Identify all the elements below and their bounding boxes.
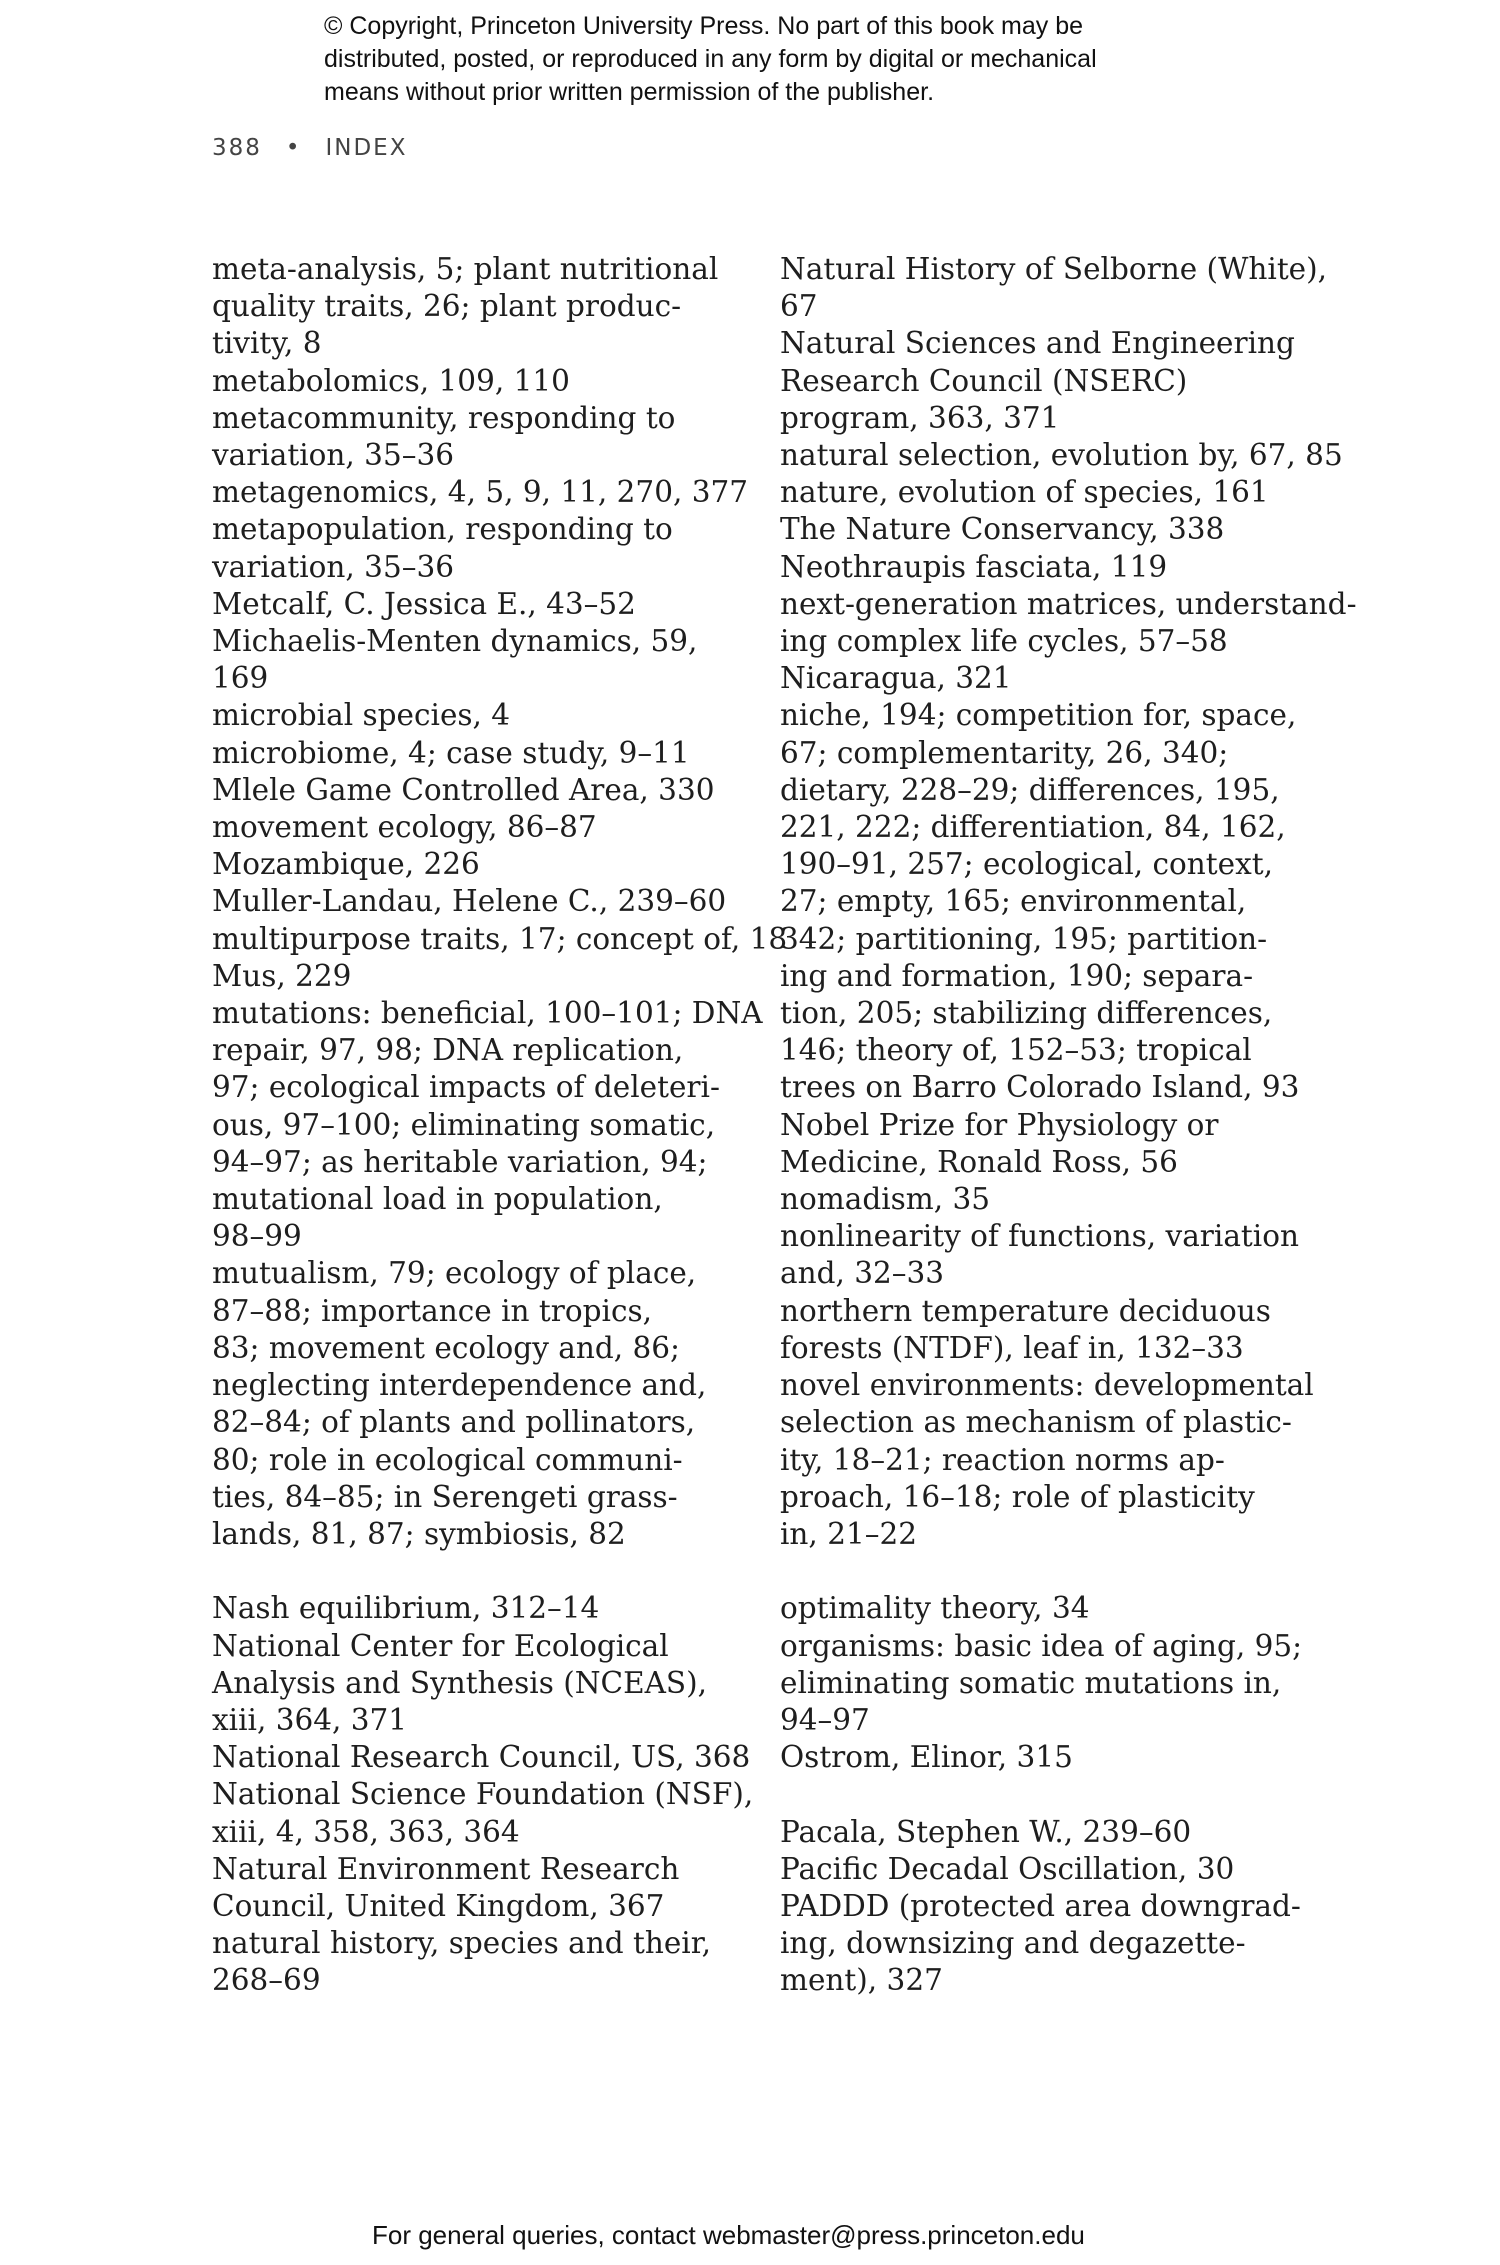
index-entry xyxy=(212,363,812,400)
index-entry-line: 169 xyxy=(212,661,269,696)
index-entry-line: Natural Environment Research xyxy=(212,1851,680,1886)
index-entry xyxy=(780,251,1380,325)
copyright-line: means without prior written permission of the publisher. xyxy=(324,78,935,106)
index-entry xyxy=(212,1925,812,1999)
index-entry xyxy=(212,772,812,809)
index-entry xyxy=(780,325,1380,437)
index-entry-line: Muller-Landau, Helene C., 239–60 xyxy=(212,884,727,919)
index-entry-line: 97; ecological impacts of deleteri- xyxy=(212,1070,720,1105)
index-entry xyxy=(780,511,1380,548)
index-entry-line: 94–97; as heritable variation, 94; xyxy=(212,1144,708,1179)
index-entry-line: 67 xyxy=(780,289,818,324)
index-entry-line: proach, 16–18; role of plasticity xyxy=(780,1479,1255,1514)
index-entry xyxy=(780,1888,1380,2000)
index-entry xyxy=(212,697,812,734)
index-entry xyxy=(780,1851,1380,1888)
index-entry-line: Ostrom, Elinor, 315 xyxy=(780,1740,1073,1775)
index-entry-line: 87–88; importance in tropics, xyxy=(212,1293,652,1328)
index-entry xyxy=(212,251,812,363)
index-entry-line: 67; complementarity, 26, 340; xyxy=(780,735,1229,770)
index-entry-line: xiii, 364, 371 xyxy=(212,1702,408,1737)
index-entry xyxy=(780,1739,1380,1776)
index-entry xyxy=(212,1590,812,1627)
letter-group-gap xyxy=(212,1553,812,1590)
index-entry-line: metapopulation, responding to xyxy=(212,512,673,547)
running-head xyxy=(212,135,407,161)
index-entry xyxy=(212,883,812,920)
index-entry xyxy=(212,1739,812,1776)
index-entry xyxy=(780,1628,1380,1740)
index-entry-line: Mozambique, 226 xyxy=(212,847,480,882)
index-entry-line: 342; partitioning, 195; partition- xyxy=(780,921,1268,956)
index-entry-line: microbiome, 4; case study, 9–11 xyxy=(212,735,690,770)
index-entry xyxy=(780,474,1380,511)
index-entry-line: Mus, 229 xyxy=(212,958,352,993)
index-entry xyxy=(780,1107,1380,1181)
index-entry xyxy=(780,1218,1380,1292)
index-entry-line: National Center for Ecological xyxy=(212,1628,669,1663)
index-entry xyxy=(780,1181,1380,1218)
index-entry-line: and, 32–33 xyxy=(780,1256,945,1291)
index-entry xyxy=(780,660,1380,697)
header-separator: • xyxy=(285,135,302,161)
index-entry xyxy=(212,995,812,1255)
index-entry-line: dietary, 228–29; differences, 195, xyxy=(780,772,1280,807)
footer-contact: For general queries, contact webmaster@press.princeton.edu xyxy=(372,2220,1085,2250)
index-entry-line: niche, 194; competition for, space, xyxy=(780,698,1297,733)
index-entry xyxy=(780,1590,1380,1627)
index-entry-line: nonlinearity of functions, variation xyxy=(780,1219,1299,1254)
index-entry xyxy=(212,921,812,958)
index-entry-line: quality traits, 26; plant produc- xyxy=(212,289,682,324)
index-entry-line: organisms: basic idea of aging, 95; xyxy=(780,1628,1303,1663)
index-entry xyxy=(212,1628,812,1740)
index-entry-line: ing, downsizing and degazette- xyxy=(780,1926,1246,1961)
index-entry-line: Medicine, Ronald Ross, 56 xyxy=(780,1144,1178,1179)
index-entry-line: Metcalf, C. Jessica E., 43–52 xyxy=(212,586,636,621)
index-entry-line: trees on Barro Colorado Island, 93 xyxy=(780,1070,1300,1105)
index-entry xyxy=(212,809,812,846)
index-entry-line: natural history, species and their, xyxy=(212,1926,711,1961)
index-entry-line: 268–69 xyxy=(212,1963,321,1998)
index-entry-line: Pacific Decadal Oscillation, 30 xyxy=(780,1851,1235,1886)
index-entry-line: program, 363, 371 xyxy=(780,400,1060,435)
index-entry-line: ous, 97–100; eliminating somatic, xyxy=(212,1107,716,1142)
index-entry xyxy=(780,1367,1380,1553)
index-entry-line: 82–84; of plants and pollinators, xyxy=(212,1405,696,1440)
index-column-left xyxy=(212,251,812,2000)
index-entry-line: movement ecology, 86–87 xyxy=(212,810,597,845)
index-entry xyxy=(780,437,1380,474)
index-entry-line: Mlele Game Controlled Area, 330 xyxy=(212,772,715,807)
index-entry-line: ity, 18–21; reaction norms ap- xyxy=(780,1442,1225,1477)
index-entry xyxy=(212,958,812,995)
index-entry-line: lands, 81, 87; symbiosis, 82 xyxy=(212,1516,626,1551)
index-entry-line: Analysis and Synthesis (NCEAS), xyxy=(212,1665,708,1700)
letter-group-gap xyxy=(780,1553,1380,1590)
index-entry-line: ing complex life cycles, 57–58 xyxy=(780,624,1228,659)
index-entry-line: northern temperature deciduous xyxy=(780,1293,1271,1328)
section-title: INDEX xyxy=(325,135,408,161)
index-entry-line: tivity, 8 xyxy=(212,326,322,361)
copyright-line: © Copyright, Princeton University Press. No part of this book may be xyxy=(324,12,1084,40)
page-number: 388 xyxy=(212,135,262,161)
index-entry-line: novel environments: developmental xyxy=(780,1368,1314,1403)
index-entry-line: metagenomics, 4, 5, 9, 11, 270, 377 xyxy=(212,475,749,510)
index-entry-line: forests (NTDF), leaf in, 132–33 xyxy=(780,1330,1244,1365)
index-entry-line: Pacala, Stephen W., 239–60 xyxy=(780,1814,1192,1849)
letter-group-gap xyxy=(780,1776,1380,1813)
index-entry xyxy=(212,623,812,697)
index-entry xyxy=(212,1776,812,1850)
index-entry-line: variation, 35–36 xyxy=(212,438,455,473)
index-entry xyxy=(212,586,812,623)
index-entry-line: multipurpose traits, 17; concept of, 18 xyxy=(212,921,788,956)
index-entry-line: 190–91, 257; ecological, context, xyxy=(780,847,1273,882)
index-entry-line: optimality theory, 34 xyxy=(780,1591,1090,1626)
index-entry-line: Natural Sciences and Engineering xyxy=(780,326,1295,361)
index-entry-line: selection as mechanism of plastic- xyxy=(780,1405,1292,1440)
index-entry-line: mutational load in population, xyxy=(212,1182,663,1217)
index-entry-line: 221, 222; differentiation, 84, 162, xyxy=(780,810,1286,845)
index-entry-line: tion, 205; stabilizing differences, xyxy=(780,996,1273,1031)
index-entry xyxy=(212,1255,812,1553)
index-entry-line: Natural History of Selborne (White), xyxy=(780,252,1328,286)
index-entry-line: Neothraupis fasciata, 119 xyxy=(780,549,1168,584)
index-entry xyxy=(780,697,1380,1106)
index-entry xyxy=(212,1851,812,1925)
index-entry-line: 146; theory of, 152–53; tropical xyxy=(780,1033,1252,1068)
index-entry-line: nomadism, 35 xyxy=(780,1182,991,1217)
index-entry xyxy=(212,735,812,772)
index-entry-line: mutations: beneficial, 100–101; DNA xyxy=(212,996,763,1031)
index-entry xyxy=(780,1293,1380,1367)
index-entry-line: Council, United Kingdom, 367 xyxy=(212,1888,665,1923)
index-entry-line: metabolomics, 109, 110 xyxy=(212,363,570,398)
index-entry-line: in, 21–22 xyxy=(780,1516,918,1551)
index-entry xyxy=(212,400,812,474)
index-entry-line: ing and formation, 190; separa- xyxy=(780,958,1254,993)
index-entry-line: Nash equilibrium, 312–14 xyxy=(212,1591,600,1626)
index-entry-line: eliminating somatic mutations in, xyxy=(780,1665,1282,1700)
index-entry-line: xiii, 4, 358, 363, 364 xyxy=(212,1814,520,1849)
index-entry-line: repair, 97, 98; DNA replication, xyxy=(212,1033,684,1068)
index-entry-line: 94–97 xyxy=(780,1702,870,1737)
index-entry-line: Research Council (NSERC) xyxy=(780,363,1188,398)
index-entry-line: 80; role in ecological communi- xyxy=(212,1442,683,1477)
copyright-line: distributed, posted, or reproduced in any form by digital or mechanical xyxy=(324,45,1097,73)
index-entry-line: neglecting interdependence and, xyxy=(212,1368,707,1403)
index-entry-line: microbial species, 4 xyxy=(212,698,511,733)
index-entry xyxy=(212,511,812,585)
index-column-right xyxy=(780,251,1380,2000)
index-entry-line: natural selection, evolution by, 67, 85 xyxy=(780,438,1343,473)
index-entry-line: nature, evolution of species, 161 xyxy=(780,475,1269,510)
index-entry-line: mutualism, 79; ecology of place, xyxy=(212,1256,697,1291)
index-entry-line: Nobel Prize for Physiology or xyxy=(780,1107,1219,1142)
index-entry-line: ties, 84–85; in Serengeti grass- xyxy=(212,1479,678,1514)
index-entry-line: 98–99 xyxy=(212,1219,302,1254)
index-entry-line: next-generation matrices, understand- xyxy=(780,586,1357,621)
index-entry xyxy=(780,586,1380,660)
copyright-notice xyxy=(324,10,1304,109)
index-entry-line: National Research Council, US, 368 xyxy=(212,1740,751,1775)
index-entry-line: meta-analysis, 5; plant nutritional xyxy=(212,252,719,286)
index-entry-line: 27; empty, 165; environmental, xyxy=(780,884,1247,919)
index-entry xyxy=(780,1814,1380,1851)
index-entry-line: ment), 327 xyxy=(780,1963,943,1998)
index-entry-line: Nicaragua, 321 xyxy=(780,661,1012,696)
index-entry xyxy=(212,474,812,511)
index-entry xyxy=(780,549,1380,586)
index-entry xyxy=(212,846,812,883)
index-entry-line: 83; movement ecology and, 86; xyxy=(212,1330,680,1365)
index-entry-line: Michaelis-Menten dynamics, 59, xyxy=(212,624,698,659)
index-entry-line: metacommunity, responding to xyxy=(212,400,676,435)
index-entry-line: PADDD (protected area downgrad- xyxy=(780,1888,1301,1923)
index-entry-line: National Science Foundation (NSF), xyxy=(212,1777,754,1812)
index-entry-line: The Nature Conservancy, 338 xyxy=(780,512,1225,547)
index-entry-line: variation, 35–36 xyxy=(212,549,455,584)
